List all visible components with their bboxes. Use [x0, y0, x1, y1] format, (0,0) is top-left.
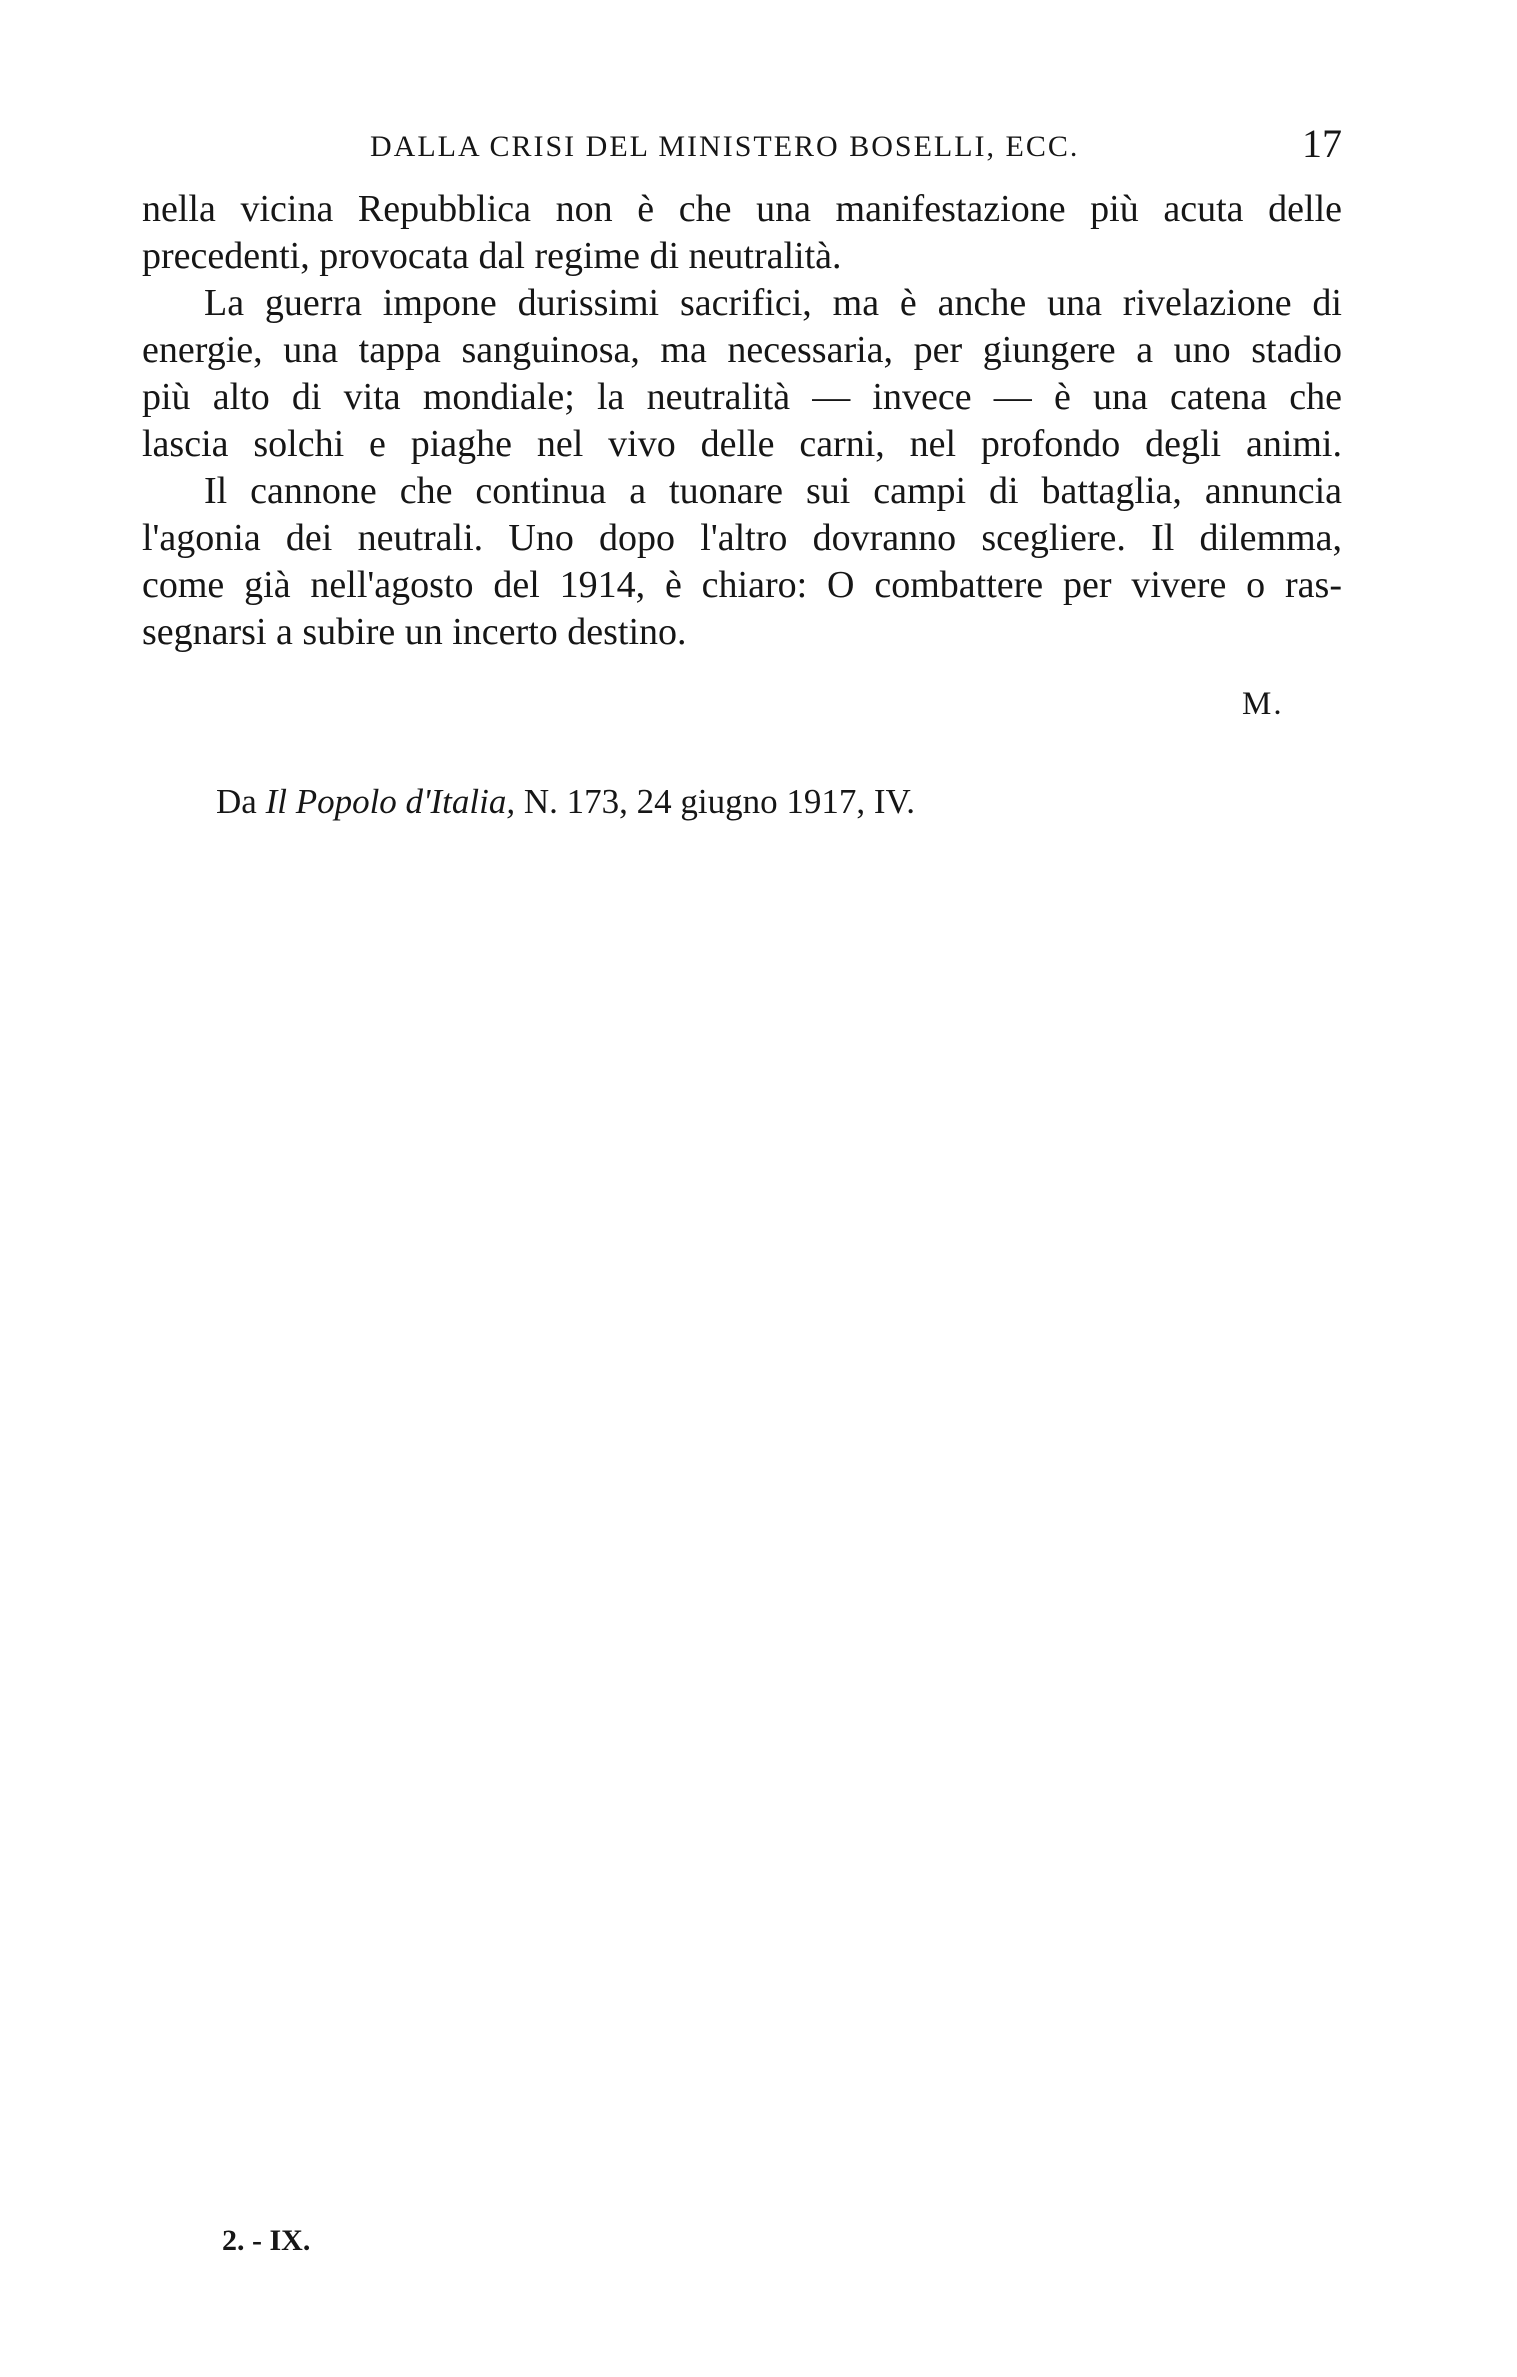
- page-header: [142, 120, 1342, 180]
- printer-signature-mark: 2. - IX.: [222, 2224, 311, 2257]
- text-line: energie, una tappa sanguinosa, ma necessaria, per giungere a uno stadio: [142, 329, 1342, 371]
- source-details: N. 173, 24 giugno 1917, IV.: [523, 782, 916, 821]
- text-line: Il cannone che continua a tuonare sui campi di battaglia, annuncia: [204, 470, 1342, 512]
- source-prefix: Da: [216, 782, 257, 821]
- author-signature: M.: [1242, 686, 1284, 722]
- text-line: l'agonia dei neutrali. Uno dopo l'altro dovranno scegliere. Il dilemma,: [142, 517, 1342, 559]
- source-citation: [216, 782, 915, 822]
- text-line: come già nell'agosto del 1914, è chiaro: O combattere per vivere o ras-: [142, 564, 1342, 606]
- text-line: precedenti, provocata dal regime di neutralità.: [142, 235, 842, 277]
- running-head: DALLA CRISI DEL MINISTERO BOSELLI, ECC.: [370, 130, 1080, 163]
- text-line: nella vicina Repubblica non è che una manifestazione più acuta delle: [142, 188, 1342, 230]
- text-line: lascia solchi e piaghe nel vivo delle carni, nel profondo degli animi.: [142, 423, 1342, 465]
- text-line: più alto di vita mondiale; la neutralità — invece — è una catena che: [142, 376, 1342, 418]
- text-line: La guerra impone durissimi sacrifici, ma è anche una rivelazione di: [204, 282, 1342, 324]
- page-number: 17: [1302, 121, 1342, 166]
- body-text: [142, 186, 1342, 656]
- text-line: segnarsi a subire un incerto destino.: [142, 611, 687, 653]
- source-publication: Il Popolo d'Italia,: [265, 782, 516, 821]
